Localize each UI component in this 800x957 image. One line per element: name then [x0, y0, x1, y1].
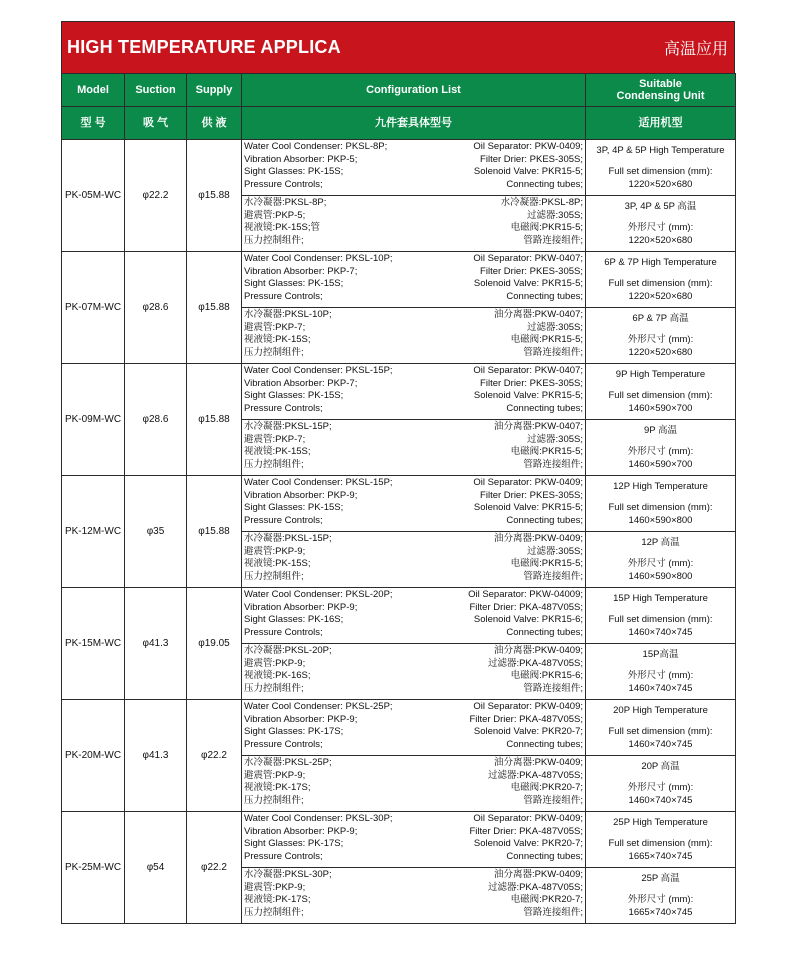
- config-right: [468, 589, 583, 639]
- config-item: Water Cool Condenser: PKSL-15P;: [244, 365, 393, 376]
- config-item: 电磁阀:PKR15-6;: [510, 670, 583, 682]
- config-item: Connecting tubes;: [506, 178, 583, 190]
- config-right: [469, 813, 583, 863]
- supply-cell: φ15.88: [187, 252, 242, 364]
- config-item: 管路连接组件;: [523, 346, 583, 358]
- config-left: [244, 253, 393, 303]
- config-item: 管路连接组件;: [523, 458, 583, 470]
- config-item: Water Cool Condenser: PKSL-8P;: [244, 141, 388, 152]
- config-chinese: [242, 644, 586, 700]
- config-item: Solenoid Valve: PKR15-5;: [473, 390, 583, 402]
- config-item: Filter Drier: PKA-487V05S;: [469, 825, 583, 837]
- config-item: Vibration Absorber: PKP-5;: [244, 153, 358, 165]
- unit-english: [586, 588, 736, 644]
- header-model-cn: 型 号: [62, 107, 125, 140]
- suction-cell: φ28.6: [125, 252, 187, 364]
- config-right: [494, 421, 583, 471]
- config-item: Connecting tubes;: [506, 514, 583, 526]
- unit-english: [586, 812, 736, 868]
- config-item: 电磁阀:PKR15-5;: [510, 334, 583, 346]
- config-item: 视液镜:PK-15S;: [244, 334, 311, 346]
- config-english: [242, 476, 586, 532]
- config-item: 油分离器:PKW-0409;: [493, 533, 583, 544]
- header-config: Configuration List: [242, 74, 586, 107]
- header-suction-cn: 吸 气: [125, 107, 187, 140]
- config-item: Oil Separator: PKW-0407;: [473, 253, 583, 264]
- unit-chinese: [586, 868, 736, 924]
- unit-dimension-label: 外形尺寸 (mm):: [627, 222, 694, 234]
- table-row: [62, 812, 736, 868]
- unit-dimension-value: 1665×740×745: [628, 906, 693, 918]
- config-right: [473, 365, 583, 415]
- config-item: Vibration Absorber: PKP-7;: [244, 265, 358, 277]
- config-left: [244, 197, 326, 247]
- unit-dimension-label: 外形尺寸 (mm):: [627, 782, 694, 794]
- config-item: 油分离器:PKW-0409;: [493, 757, 583, 768]
- table-row: [62, 476, 736, 532]
- table-row: [62, 140, 736, 196]
- header-suction: Suction: [125, 74, 187, 107]
- config-item: Filter Drier: PKA-487V05S;: [469, 713, 583, 725]
- unit-title: 9P 高温: [643, 425, 678, 436]
- suction-cell: φ35: [125, 476, 187, 588]
- config-item: Water Cool Condenser: PKSL-30P;: [244, 813, 393, 824]
- config-item: Solenoid Valve: PKR15-5;: [473, 278, 583, 290]
- config-item: 管路连接组件;: [523, 234, 583, 246]
- unit-dimension-label: Full set dimension (mm):: [608, 838, 713, 850]
- config-item: 油分离器:PKW-0407;: [493, 421, 583, 432]
- config-item: 电磁阀:PKR15-5;: [510, 558, 583, 570]
- config-item: Water Cool Condenser: PKSL-25P;: [244, 701, 393, 712]
- unit-title: 6P & 7P 高温: [632, 313, 689, 324]
- config-item: Solenoid Valve: PKR20-7;: [473, 726, 583, 738]
- config-right: [488, 645, 583, 695]
- unit-english: [586, 700, 736, 756]
- config-left: [244, 589, 393, 639]
- model-cell: PK-20M-WC: [62, 700, 125, 812]
- model-cell: PK-15M-WC: [62, 588, 125, 700]
- unit-dimension-label: Full set dimension (mm):: [608, 278, 713, 290]
- config-right: [469, 701, 583, 751]
- unit-chinese: [586, 532, 736, 588]
- config-item: 压力控制组件;: [244, 794, 304, 806]
- suction-cell: φ22.2: [125, 140, 187, 252]
- config-item: 水冷凝器:PKSL-8P;: [244, 197, 327, 208]
- config-item: Water Cool Condenser: PKSL-20P;: [244, 589, 393, 600]
- config-item: 避震管:PKP-9;: [244, 769, 306, 781]
- config-item: Filter Drier: PKES-305S;: [480, 265, 583, 277]
- unit-dimension-value: 1220×520×680: [628, 346, 693, 358]
- config-item: Oil Separator: PKW-0409;: [473, 701, 583, 712]
- config-item: Filter Drier: PKES-305S;: [480, 489, 583, 501]
- unit-dimension-value: 1220×520×680: [628, 290, 693, 302]
- config-item: 避震管:PKP-5;: [244, 209, 306, 221]
- config-chinese: [242, 308, 586, 364]
- unit-chinese: [586, 308, 736, 364]
- unit-dimension-label: Full set dimension (mm):: [608, 502, 713, 514]
- config-item: Sight Glasses: PK-15S;: [244, 390, 344, 402]
- unit-dimension-value: 1460×740×745: [628, 626, 693, 638]
- title-english: HIGH TEMPERATURE APPLICA: [67, 37, 341, 57]
- spec-sheet: [61, 21, 735, 924]
- config-item: Pressure Controls;: [244, 402, 323, 414]
- unit-title: 9P High Temperature: [615, 369, 706, 380]
- config-item: Pressure Controls;: [244, 626, 323, 638]
- unit-title: 3P, 4P & 5P High Temperature: [596, 145, 725, 156]
- config-chinese: [242, 532, 586, 588]
- config-item: 压力控制组件;: [244, 458, 304, 470]
- config-item: Vibration Absorber: PKP-9;: [244, 713, 358, 725]
- config-left: [244, 477, 393, 527]
- unit-title: 15P高温: [642, 649, 679, 660]
- config-item: Vibration Absorber: PKP-7;: [244, 377, 358, 389]
- unit-title: 20P 高温: [641, 761, 680, 772]
- unit-title: 15P High Temperature: [613, 593, 708, 604]
- config-item: 压力控制组件;: [244, 906, 304, 918]
- suction-cell: φ28.6: [125, 364, 187, 476]
- title-banner: [61, 21, 735, 73]
- config-item: Water Cool Condenser: PKSL-15P;: [244, 477, 393, 488]
- config-item: Pressure Controls;: [244, 738, 323, 750]
- config-item: 过滤器:PKA-487V05S;: [487, 769, 583, 781]
- unit-dimension-value: 1460×590×700: [628, 402, 693, 414]
- config-left: [244, 309, 332, 359]
- header-unit: [586, 74, 736, 107]
- config-item: Connecting tubes;: [506, 738, 583, 750]
- unit-dimension-value: 1460×590×800: [628, 570, 693, 582]
- config-item: Oil Separator: PKW-0409;: [473, 141, 583, 152]
- config-item: Pressure Controls;: [244, 514, 323, 526]
- unit-dimension-value: 1460×590×800: [628, 514, 693, 526]
- config-item: Sight Glasses: PK-17S;: [244, 838, 344, 850]
- config-item: Oil Separator: PKW-0407;: [473, 365, 583, 376]
- config-item: Vibration Absorber: PKP-9;: [244, 489, 358, 501]
- config-chinese: [242, 756, 586, 812]
- unit-dimension-label: 外形尺寸 (mm):: [627, 894, 694, 906]
- config-item: Filter Drier: PKA-487V05S;: [469, 601, 583, 613]
- config-chinese: [242, 420, 586, 476]
- config-english: [242, 252, 586, 308]
- unit-dimension-label: Full set dimension (mm):: [608, 390, 713, 402]
- unit-chinese: [586, 644, 736, 700]
- unit-title: 25P High Temperature: [613, 817, 708, 828]
- config-item: Connecting tubes;: [506, 850, 583, 862]
- unit-dimension-value: 1460×590×700: [628, 458, 693, 470]
- unit-chinese: [586, 756, 736, 812]
- config-english: [242, 140, 586, 196]
- config-item: 避震管:PKP-9;: [244, 881, 306, 893]
- config-left: [244, 365, 393, 415]
- config-item: 过滤器:305S;: [527, 209, 583, 221]
- config-item: 管路连接组件;: [523, 794, 583, 806]
- config-chinese: [242, 196, 586, 252]
- model-cell: PK-05M-WC: [62, 140, 125, 252]
- header-unit-line2: Condensing Unit: [616, 90, 705, 102]
- config-item: 过滤器:305S;: [527, 433, 583, 445]
- config-item: 避震管:PKP-7;: [244, 321, 306, 333]
- config-item: 水冷凝器:PKSL-20P;: [244, 645, 332, 656]
- config-item: Sight Glasses: PK-15S;: [244, 166, 344, 178]
- suction-cell: φ41.3: [125, 700, 187, 812]
- header-supply-cn: 供 液: [187, 107, 242, 140]
- config-item: Connecting tubes;: [506, 402, 583, 414]
- config-item: Solenoid Valve: PKR15-5;: [473, 166, 583, 178]
- config-english: [242, 812, 586, 868]
- config-item: Connecting tubes;: [506, 290, 583, 302]
- header-unit-line1: Suitable: [639, 78, 682, 90]
- config-item: 管路连接组件;: [523, 570, 583, 582]
- config-left: [244, 141, 387, 191]
- unit-dimension-value: 1220×520×680: [628, 178, 693, 190]
- config-left: [244, 869, 332, 919]
- config-item: Filter Drier: PKES-305S;: [480, 377, 583, 389]
- unit-dimension-label: Full set dimension (mm):: [608, 614, 713, 626]
- config-item: 视液镜:PK-16S;: [244, 670, 311, 682]
- config-item: 油分离器:PKW-0407;: [493, 309, 583, 320]
- config-item: 视液镜:PK-15S;: [244, 558, 311, 570]
- unit-title: 25P 高温: [641, 873, 680, 884]
- config-right: [501, 197, 583, 247]
- unit-english: [586, 476, 736, 532]
- config-item: Vibration Absorber: PKP-9;: [244, 601, 358, 613]
- spec-table: [61, 73, 736, 924]
- supply-cell: φ15.88: [187, 476, 242, 588]
- config-left: [244, 421, 332, 471]
- config-item: Pressure Controls;: [244, 178, 323, 190]
- config-right: [494, 533, 583, 583]
- unit-english: [586, 252, 736, 308]
- supply-cell: φ15.88: [187, 140, 242, 252]
- config-english: [242, 588, 586, 644]
- config-right: [488, 757, 583, 807]
- config-item: Oil Separator: PKW-04009;: [468, 589, 583, 600]
- table-body: [62, 140, 736, 924]
- unit-dimension-value: 1460×740×745: [628, 794, 693, 806]
- header-unit-cn: 适用机型: [586, 107, 736, 140]
- config-item: 电磁阀:PKR20-7;: [510, 782, 583, 794]
- config-item: 压力控制组件;: [244, 682, 304, 694]
- unit-english: [586, 140, 736, 196]
- config-right: [494, 309, 583, 359]
- config-item: Solenoid Valve: PKR15-5;: [473, 502, 583, 514]
- unit-dimension-label: 外形尺寸 (mm):: [627, 670, 694, 682]
- config-left: [244, 757, 332, 807]
- config-left: [244, 533, 332, 583]
- model-cell: PK-09M-WC: [62, 364, 125, 476]
- unit-chinese: [586, 420, 736, 476]
- table-row: [62, 252, 736, 308]
- config-right: [473, 253, 583, 303]
- header-config-cn: 九件套具体型号: [242, 107, 586, 140]
- config-item: Solenoid Valve: PKR20-7;: [473, 838, 583, 850]
- config-item: 过滤器:PKA-487V05S;: [487, 881, 583, 893]
- config-item: 电磁阀:PKR20-7;: [510, 894, 583, 906]
- header-supply: Supply: [187, 74, 242, 107]
- unit-title: 20P High Temperature: [613, 705, 708, 716]
- config-item: 压力控制组件;: [244, 570, 304, 582]
- config-item: 避震管:PKP-9;: [244, 545, 306, 557]
- supply-cell: φ19.05: [187, 588, 242, 700]
- config-item: Sight Glasses: PK-16S;: [244, 614, 344, 626]
- model-cell: PK-12M-WC: [62, 476, 125, 588]
- config-item: 视液镜:PK-15S;管: [244, 222, 321, 234]
- config-english: [242, 700, 586, 756]
- supply-cell: φ22.2: [187, 812, 242, 924]
- config-chinese: [242, 868, 586, 924]
- config-item: 水冷凝器:PKSL-30P;: [244, 869, 332, 880]
- config-item: Sight Glasses: PK-15S;: [244, 502, 344, 514]
- config-item: Pressure Controls;: [244, 290, 323, 302]
- unit-dimension-label: 外形尺寸 (mm):: [627, 446, 694, 458]
- config-left: [244, 645, 332, 695]
- config-item: 水冷凝器:PKSL-15P;: [244, 421, 332, 432]
- table-row: [62, 588, 736, 644]
- unit-english: [586, 364, 736, 420]
- config-item: Solenoid Valve: PKR15-6;: [473, 614, 583, 626]
- config-item: 水冷凝器:PKSL-8P;: [500, 197, 583, 208]
- config-item: Vibration Absorber: PKP-9;: [244, 825, 358, 837]
- unit-title: 3P, 4P & 5P 高温: [624, 201, 697, 212]
- unit-title: 12P 高温: [641, 537, 680, 548]
- unit-dimension-value: 1460×740×745: [628, 682, 693, 694]
- config-right: [473, 141, 583, 191]
- config-item: 油分离器:PKW-0409;: [493, 645, 583, 656]
- unit-dimension-value: 1665×740×745: [628, 850, 693, 862]
- config-right: [488, 869, 583, 919]
- unit-title: 6P & 7P High Temperature: [604, 257, 717, 268]
- config-item: Oil Separator: PKW-0409;: [473, 477, 583, 488]
- header-row-english: [62, 74, 736, 107]
- config-right: [473, 477, 583, 527]
- unit-dimension-value: 1220×520×680: [628, 234, 693, 246]
- header-row-chinese: [62, 107, 736, 140]
- config-item: Oil Separator: PKW-0409;: [473, 813, 583, 824]
- unit-dimension-value: 1460×740×745: [628, 738, 693, 750]
- config-item: Sight Glasses: PK-17S;: [244, 726, 344, 738]
- unit-dimension-label: 外形尺寸 (mm):: [627, 334, 694, 346]
- config-item: 过滤器:305S;: [527, 321, 583, 333]
- model-cell: PK-07M-WC: [62, 252, 125, 364]
- suction-cell: φ41.3: [125, 588, 187, 700]
- title-chinese: 高温应用: [663, 41, 728, 58]
- config-item: 压力控制组件;: [244, 234, 304, 246]
- config-item: 视液镜:PK-17S;: [244, 894, 311, 906]
- config-item: Connecting tubes;: [506, 626, 583, 638]
- unit-title: 12P High Temperature: [613, 481, 708, 492]
- config-item: 避震管:PKP-7;: [244, 433, 306, 445]
- config-item: 视液镜:PK-15S;: [244, 446, 311, 458]
- config-item: 水冷凝器:PKSL-10P;: [244, 309, 332, 320]
- config-item: 管路连接组件;: [523, 682, 583, 694]
- config-item: 视液镜:PK-17S;: [244, 782, 311, 794]
- config-english: [242, 364, 586, 420]
- config-item: Pressure Controls;: [244, 850, 323, 862]
- config-item: 油分离器:PKW-0409;: [493, 869, 583, 880]
- unit-dimension-label: Full set dimension (mm):: [608, 726, 713, 738]
- model-cell: PK-25M-WC: [62, 812, 125, 924]
- config-item: 过滤器:PKA-487V05S;: [487, 657, 583, 669]
- config-left: [244, 813, 393, 863]
- config-item: 电磁阀:PKR15-5;: [510, 222, 583, 234]
- table-row: [62, 364, 736, 420]
- config-item: 避震管:PKP-9;: [244, 657, 306, 669]
- supply-cell: φ15.88: [187, 364, 242, 476]
- config-item: 过滤器:305S;: [527, 545, 583, 557]
- supply-cell: φ22.2: [187, 700, 242, 812]
- unit-chinese: [586, 196, 736, 252]
- config-item: 压力控制组件;: [244, 346, 304, 358]
- config-item: Water Cool Condenser: PKSL-10P;: [244, 253, 393, 264]
- unit-dimension-label: Full set dimension (mm):: [608, 166, 713, 178]
- header-model: Model: [62, 74, 125, 107]
- suction-cell: φ54: [125, 812, 187, 924]
- config-item: 管路连接组件;: [523, 906, 583, 918]
- config-left: [244, 701, 393, 751]
- config-item: Filter Drier: PKES-305S;: [480, 153, 583, 165]
- unit-dimension-label: 外形尺寸 (mm):: [627, 558, 694, 570]
- config-item: Sight Glasses: PK-15S;: [244, 278, 344, 290]
- config-item: 水冷凝器:PKSL-15P;: [244, 533, 332, 544]
- config-item: 电磁阀:PKR15-5;: [510, 446, 583, 458]
- table-row: [62, 700, 736, 756]
- config-item: 水冷凝器:PKSL-25P;: [244, 757, 332, 768]
